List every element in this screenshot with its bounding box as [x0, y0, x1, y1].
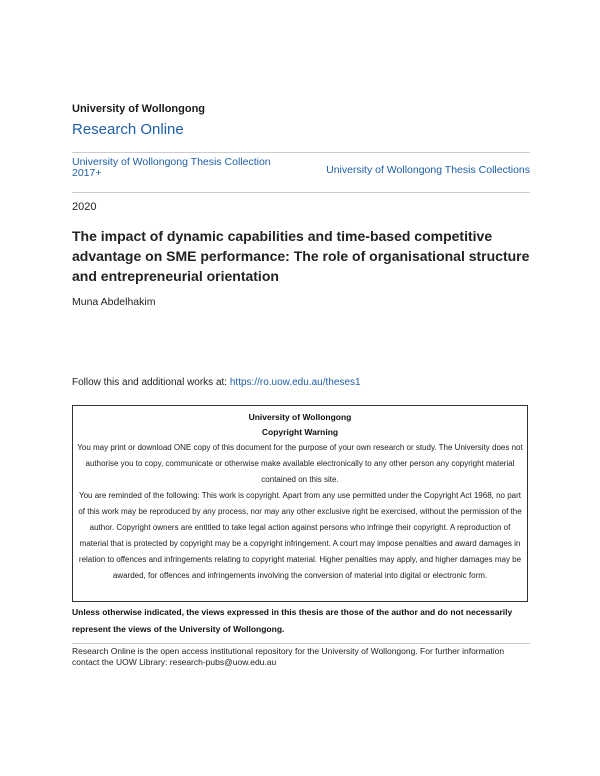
repository-footer-note: Research Online is the open access institutional repository for the University of Wollongong. For further information contact the UOW Library: research-pubs@uow.edu.au — [72, 646, 505, 667]
follow-label: Follow this and additional works at: — [72, 377, 230, 388]
copyright-box-institution: University of Wollongong — [248, 412, 352, 422]
collection-link-thesis-collections[interactable]: University of Wollongong Thesis Collections — [326, 164, 530, 176]
thesis-author: Muna Abdelhakim — [72, 296, 156, 308]
copyright-paragraph-2: You are reminded of the following: This work is copyright. Apart from any use permitted under the Copyright Act 1968, no part of this work may be reproduced by any process, nor may any other exclusive right be exercised, without the permission of the author. Copyright owners are entitled to take legal action against persons who infringe their copyright. A reproduction of material that is protected by copyright may be a copyright infringement. A court may impose penalties and award damages in relation to offences and infringements relating to copyright material. Higher penalties may apply, and higher damages may be awarded, for offences and infringements involving the conversion of material into digital or electronic form. — [78, 491, 522, 580]
repository-link[interactable]: Research Online — [72, 121, 184, 138]
thesis-title: The impact of dynamic capabilities and time-based competitive advantage on SME performance: The role of organisational structure and entrepreneurial orientation — [72, 228, 530, 284]
collection-link-2017[interactable]: University of Wollongong Thesis Collection 2017+ — [72, 156, 271, 179]
copyright-paragraph-1: You may print or download ONE copy of this document for the purpose of your own research or study. The University does not authorise you to copy, communicate or otherwise make available electronically to any other person any copyright material contained on this site. — [77, 443, 523, 484]
follow-line — [72, 377, 361, 388]
follow-link[interactable]: https://ro.uow.edu.au/theses1 — [229, 377, 361, 388]
views-disclaimer: Unless otherwise indicated, the views expressed in this thesis are those of the author and do not necessarily represent the views of the University of Wollongong. — [72, 607, 513, 634]
copyright-warning-box — [72, 405, 528, 602]
collections-bottom-divider — [72, 192, 530, 193]
publication-year: 2020 — [72, 201, 97, 213]
institution-name: University of Wollongong — [72, 103, 206, 115]
footer-divider — [72, 643, 530, 644]
collections-top-divider — [72, 152, 530, 153]
copyright-box-title: Copyright Warning — [261, 427, 339, 437]
